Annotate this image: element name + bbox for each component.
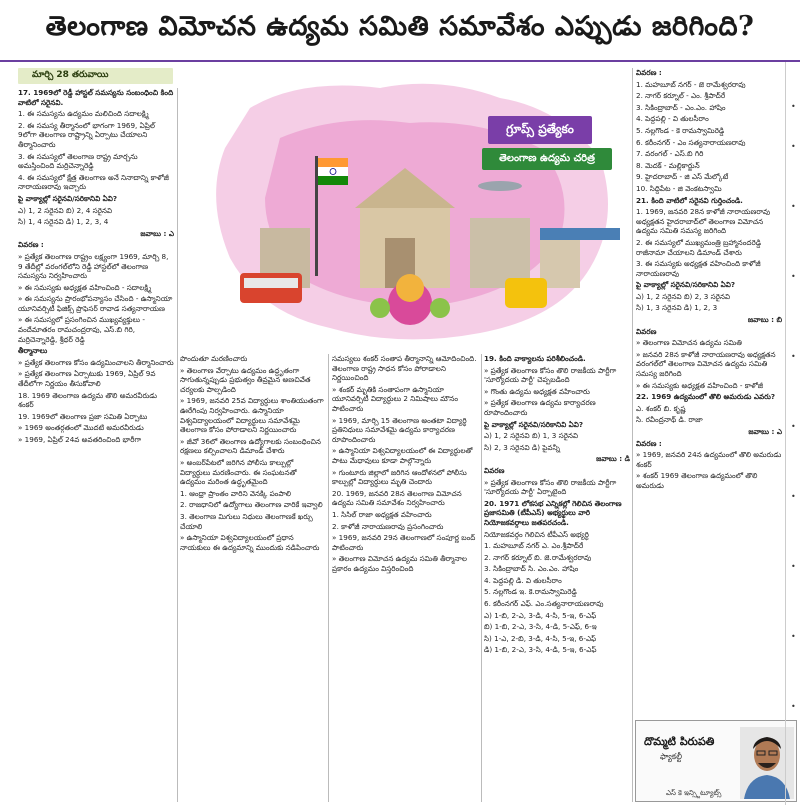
paragraph: 21. కింది వాటిలో సరైనవి గుర్తించండి. xyxy=(636,195,743,205)
cropped-adjacent-column xyxy=(785,62,800,805)
paragraph: 3. ఈ సమస్యకు అధ్యక్షత వహించింది కాళోజీ నారాయణరావు xyxy=(636,259,761,278)
paragraph: 6. కరీంనగర్ ఎఫ్. ఎం.సత్యనారాయణరావు xyxy=(484,599,604,609)
page-headline: తెలంగాణ విమోచన ఉద్యమ సమితి సమావేశం ఎప్పుడు జరిగింది? xyxy=(0,0,800,62)
paragraph: 18. 1969 తెలంగాణ ఉద్యమ తొలి అమరవీరుడు శంకర్ xyxy=(18,390,158,410)
paragraph: ఎ) 1, 2 సరైనవి బి) 2, 3 సరైనవి xyxy=(636,291,731,301)
movement-history-tag: తెలంగాణ ఉద్యమ చరిత్ర xyxy=(482,148,612,170)
paragraph: వివరణ xyxy=(484,465,505,475)
bullet-mark: • xyxy=(791,632,796,641)
paragraph: 4. ఈ సమస్యలో క్షేత్ర తెలంగాణ అనే నినాదాన్ని కాళోజీ నారాయణరావు ఇచ్చారు xyxy=(18,172,169,192)
paragraph: 20. 1969, జనవరి 28న తెలంగాణ విమోచన ఉద్యమ సమితి సమావేశం నిర్వహించారు xyxy=(332,488,462,508)
paragraph: వివరణ : xyxy=(636,438,662,448)
bullet-mark: • xyxy=(791,422,796,431)
paragraph: నియోజకవర్గం గెలిచిన టీపీఎస్ అభ్యర్థి xyxy=(484,529,589,539)
paragraph: 8. మెదక్ - మల్లికార్జున్ xyxy=(636,160,700,170)
paragraph: 1. మహబూబ్ నగర్ - జె రామేశ్వరరావు xyxy=(636,79,746,89)
paragraph: » 1969, జనవరి 29న తెలంగాణలో సంపూర్ణ బంద్ పాటించారు xyxy=(332,533,476,552)
paragraph: 4. పెద్దపల్లి డి. వి తులసీరాం xyxy=(484,575,562,585)
paragraph: » ప్రత్యేక తెలంగాణ కోసం తొలి రాజకీయ పార్టీగా 'సూర్యోదయ పార్టీ' ఏర్పాటైంది xyxy=(484,477,617,497)
paragraph: సి) 1-ఎ, 2-బి, 3-డి, 4-సి, 5-ఇ, 6-ఎఫ్ xyxy=(484,633,597,643)
paragraph: » తెలంగాణ విమోచన ఉద్యమ సమితి తీర్మానాల ప్రకారం ఉద్యమం విస్తరించింది xyxy=(332,554,467,573)
bullet-mark: • xyxy=(791,272,796,281)
paragraph: 10. సిద్దిపేట - జి వెంకటస్వామి xyxy=(636,183,722,193)
paragraph: 1. 1969, జనవరి 28న కాళోజీ నారాయణరావు అధ్యక్షతన హైదరాబాద్‌లో తెలంగాణ విమోచన ఉద్యమ సమితి సమస్య జరిగింది xyxy=(636,207,771,236)
paragraph: » ఉస్మానియా విశ్వవిద్యాలయంలో ఈ విద్యార్థులతో పాటు మేధావులు కూడా పాల్గొన్నారు xyxy=(332,446,473,465)
paragraph: » ప్రత్యేక తెలంగాణ ఏర్పాటుకు 1969, ఏప్రిల్ 9వ తేదీలోగా నిర్ణయం తీసుకోవాలి xyxy=(18,369,156,389)
paragraph: » అంబర్‌పేటలో జరిగిన పోలీసు కాల్పుల్లో విద్యార్థులు మరణించారు. ఈ సంఘటనతో ఉద్యమం మరింత ఉద్ధృతమైంది xyxy=(180,457,297,487)
paragraph: » 1969 అంతర్గతంలో మొదటి అమరవీరుడు xyxy=(18,423,144,433)
column-4 xyxy=(484,354,630,802)
bullet-mark: • xyxy=(791,142,796,151)
groups-special-tag: గ్రూప్స్ ప్రత్యేకం xyxy=(488,116,592,144)
column-divider xyxy=(328,354,329,802)
paragraph: బి) 1-బి, 2-ఎ, 3-సి, 4-డి, 5-ఎఫ్, 6-ఇ xyxy=(484,622,597,632)
paragraph: » ప్రత్యేక తెలంగాణ ఉద్యమ కార్యాచరణ రూపొందించారు xyxy=(484,398,596,417)
paragraph: 5. నల్లగొండ ఇ. కె.రామస్వామిరెడ్డి xyxy=(484,587,577,597)
paragraph: 3. సికింద్రాబాద్ సి. ఎం.ఎం. హాషిం xyxy=(484,564,579,574)
paragraph: 2. ఈ సమస్య తీర్మానంలో భాగంగా 1969, ఏప్రిల్ 9లోగా తెలంగాణ రాష్ట్రాన్ని ఏర్పాటు చేయాలని తీర్మానించారు xyxy=(18,120,155,149)
paragraph: 1. ఆంధ్రా ప్రాంతం వారిని వెనక్కి పంపాలి xyxy=(180,488,292,498)
paragraph: 22. 1969 ఉద్యమంలో తొలి అమరుడు ఎవరు? xyxy=(636,392,776,402)
paragraph: పొందుతూ మరణించారు xyxy=(180,354,248,363)
paragraph: 20. 1971 లోకసభ ఎన్నికల్లో గెలిచిన తెలంగాణ ప్రజాసమితి (టీపీఎస్) అభ్యర్థులు వారి నియోజకవర్గాలు జతపరచండి. xyxy=(484,498,622,527)
paragraph: » 1969, జనవరి 24న ఉద్యమంలో తొలి అమరుడు శంకర్ xyxy=(636,450,782,469)
column-divider xyxy=(177,88,178,802)
column-5 xyxy=(636,68,782,716)
bullet-mark: • xyxy=(791,702,796,711)
paragraph: ఎ) 1-బి, 2-ఎ, 3-డి, 4-సి, 5-ఇ, 6-ఎఫ్ xyxy=(484,610,597,620)
paragraph: » ఈ సమస్యలో ప్రసంగించిన ముఖ్యవ్యక్తులు - వందేమాతరం రామచంద్రరావు, ఎస్.బి గిరి, మర్రిచెన్నారెడ్డి, శ్రీధర్ రెడ్డి xyxy=(18,315,145,344)
paragraph: సమస్యలు శంకర్ సంతాప తీర్మానాన్ని ఆమోదించింది. తెలంగాణ రాష్ట్ర సాధన కోసం పోరాడాలని నిర్ణయించింది xyxy=(332,354,477,383)
paragraph: » ప్రత్యేక తెలంగాణ కోసం తొలి రాజకీయ పార్టీగా 'సూర్యోదయ పార్టీ' చెప్పబడింది xyxy=(484,365,617,385)
paragraph: » శంకర్ మృతికి సంతాపంగా ఉస్మానియా యూనివర్సిటీ విద్యార్థులు 2 నిమిషాలు మౌనం పాటించారు xyxy=(332,384,459,413)
paragraph: 3. తెలంగాణ మిగులు నిధులు తెలంగాణకే ఖర్చు చేయాలి xyxy=(180,511,313,531)
paragraph: వివరణ xyxy=(636,326,657,336)
author-box xyxy=(635,720,797,802)
paragraph: » 1969, మార్చి 15 తెలంగాణ అంతటా విద్యార్థి ప్రతినిధులు సమావేశమై ఉద్యమ కార్యాచరణ రూపొందించారు xyxy=(332,415,467,444)
paragraph: » 1969, ఏప్రిల్ 24వ అవతరించింది భారీగా xyxy=(18,435,142,444)
paragraph: 2. రాజధానిలో ఉద్యోగాలు తెలంగాణ వారికే ఇవ్వాలి xyxy=(180,500,323,510)
paragraph: జవాబు : ఎ xyxy=(140,228,174,238)
paragraph: » గొంతు ఉద్యమ అధ్యక్షత వహించారు xyxy=(484,386,590,396)
author-role: ఫ్యాకల్టీ xyxy=(660,752,682,761)
paragraph: 2. కాళోజీ నారాయణరావు ప్రసంగించారు xyxy=(332,521,444,531)
paragraph: 1. ఈ సమస్యను ఉద్యమం మలిచింది సదాలక్ష్మి xyxy=(18,109,149,119)
paragraph: » ప్రత్యేక తెలంగాణ రాష్ట్రం లక్ష్యంగా 1969, మార్చి 8, 9 తేదీల్లో వరంగల్‌లోని రెడ్డీ హాస్టల్‌లో తెలంగాణ సమస్యను నిర్వహించారు xyxy=(18,251,169,281)
paragraph: » శంకర్ 1969 తెలంగాణ ఉద్యమంలో తొలి అమరుడు xyxy=(636,471,758,490)
paragraph: వివరణ : xyxy=(636,68,662,77)
paragraph: » ఉస్మానియా విశ్వవిద్యాలయంలో ప్రధాన నాయకులు ఈ ఉద్యమాన్ని ముందుకు నడిపించారు xyxy=(180,533,320,552)
column-divider xyxy=(481,354,482,802)
paragraph: వివరణ : xyxy=(18,240,44,250)
paragraph: » జనవరి 28న కాళోజీ నారాయణరావు అధ్యక్షతన వరంగల్‌లో తెలంగాణ విమోచన ఉద్యమ సమితి సమస్య జరిగింది xyxy=(636,349,776,379)
paragraph: సి. రవీంద్రనాథ్ డి. రాజా xyxy=(636,415,703,425)
column-divider xyxy=(632,68,633,802)
paragraph: ఎ) 1, 2 సరైనవి బి) 2, 4 సరైనవి xyxy=(18,205,113,215)
paragraph: 2. నాగర్ కర్నూల్ బి. జె.రామేశ్వరరావు xyxy=(484,552,592,562)
paragraph: » 1969, జనవరి 25వ విద్యార్థులు శాంతియుతంగా ఊరేగింపు నిర్వహించారు. ఉస్మానియా విశ్వవిద్యాలయంలో విద్యార్థులు సమావేశమై తెలంగాణ కోసం పోరాడాలని నిర్ణయించారు xyxy=(180,396,324,435)
column-1 xyxy=(18,88,174,802)
paragraph: డి) 1-బి, 2-ఎ, 3-సి, 4-డి, 5-ఇ, 6-ఎఫ్ xyxy=(484,645,597,655)
paragraph: » తెలంగాణ విమోచన ఉద్యమ సమితి xyxy=(636,338,742,348)
paragraph: తీర్మానాలు xyxy=(18,346,48,356)
paragraph: » ఈ సమస్యకు అధ్యక్షత వహించింది - కాళోజీ xyxy=(636,380,764,390)
paragraph: 17. 1969లో రెడ్డీ హాస్టల్ సమస్యను సంబంధించి కింది వాటిలో సరైనవి. xyxy=(18,88,174,107)
paragraph: » ఈ సమస్యకు అధ్యక్షత వహించింది - సదాలక్ష్మి xyxy=(18,282,152,292)
paragraph: పై వాక్యాల్లో సరైనవి/సరికానివి ఏవి? xyxy=(18,193,118,203)
paragraph: ఎ. శంకర్ బి. కృష్ణ xyxy=(636,403,686,413)
paragraph: జవాబు : బి xyxy=(747,315,782,325)
bullet-mark: • xyxy=(791,492,796,501)
paragraph: సి) 1, 4 సరైనవి డి) 1, 2, 3, 4 xyxy=(18,217,109,227)
paragraph: ఎ) 1, 2 సరైనవి బి) 1, 3 సరైనవి xyxy=(484,431,579,441)
column-2 xyxy=(180,354,324,802)
paragraph: » గుంటూరు జిల్లాలో జరిగిన ఆందోళనలో పోలీసు కాల్పుల్లో విద్యార్థులు మృతి చెందారు xyxy=(332,467,467,487)
paragraph: జవాబు : ఎ xyxy=(748,427,782,436)
continuation-banner: మార్చి 28 తరువాయి xyxy=(18,68,173,84)
paragraph: 3. సికింద్రాబాద్ - ఎం.ఎం. హాషిం xyxy=(636,102,726,112)
paragraph: సి) 1, 3 సరైనవి డి) 1, 2, 3 xyxy=(636,303,718,313)
paragraph: 19. 1969లో తెలంగాణ ప్రజా సమితి ఏర్పాటు xyxy=(18,411,148,421)
paragraph: » జీవో 36లో తెలంగాణ ఉద్యోగాలకు సంబంధించిన రక్షణలు కల్పించాలని డిమాండ్ చేశారు xyxy=(180,436,321,456)
bullet-mark: • xyxy=(791,202,796,211)
paragraph: పై వాక్యాల్లో సరైనవి/సరికానివి ఏవి? xyxy=(484,419,584,429)
column-3 xyxy=(332,354,478,802)
paragraph: » ఈ సమస్యను ప్రారంభోపన్యాసం చేసింది - ఉస్మానియా యూనివర్సిటీ ఫిజిక్స్ ప్రొఫెసర్ రావాడ సత్యనారాయణ xyxy=(18,294,173,313)
paragraph: 4. పెద్దపల్లి - వి తులసీరాం xyxy=(636,114,709,124)
author-institution: ఎస్ కె ఇన్స్టిట్యూట్స్ xyxy=(666,789,722,797)
paragraph: 9. హైదరాబాద్ - జి ఎస్ మేల్కోటే xyxy=(636,172,729,182)
bullet-mark: • xyxy=(791,102,796,111)
paragraph: 2. ఈ సమస్యలో ముఖ్యమంత్రి బ్రహ్మానందరెడ్డి రాజీనామా చేయాలని డిమాండ్ చేశారు xyxy=(636,237,762,257)
paragraph: 5. నల్లగొండ - కె రామస్వామిరెడ్డి xyxy=(636,125,725,135)
paragraph: » ప్రత్యేక తెలంగాణ కోసం ఉద్యమించాలని తీర్మానించారు xyxy=(18,357,174,367)
paragraph: 2. నాగర్ కర్నూల్ - ఎం. శ్రీపాద్‌రే xyxy=(636,91,726,101)
paragraph: » తెలంగాణ వేర్పాటు ఉద్యమం ఉద్ధృతంగా సాగుతున్నప్పుడు ప్రభుత్వం తీవ్రమైన అణచివేత చర్యలకు పాల్పడింది xyxy=(180,365,311,394)
paragraph: సి) 2, 3 సరైనవి డి) పైవన్నీ xyxy=(484,442,561,452)
paragraph: 1. మహబూబ్ నగర్ ఎ. ఎం.శ్రీపాద్‌రే xyxy=(484,541,584,551)
author-name: దొమ్మటి పిరుపతి xyxy=(644,735,715,748)
bullet-mark: • xyxy=(791,562,796,571)
paragraph: 1. సిసిల్ రాజా అధ్యక్షత వహించారు xyxy=(332,509,432,519)
paragraph: 3. ఈ సమస్యలో తెలంగాణ రాష్ట్ర మార్చను అమస్తించింది మర్రిచెన్నారెడ్డి xyxy=(18,151,138,171)
hero-illustration xyxy=(180,68,628,350)
paragraph: 19. కింది వాక్యాలను పరిశీలించండి. xyxy=(484,354,586,363)
paragraph: 6. కరీంనగర్ - ఎం సత్యనారాయణరావు xyxy=(636,137,746,147)
paragraph: పై వాక్యాల్లో సరైనవి/సరికానివి ఏవి? xyxy=(636,280,736,290)
paragraph: జవాబు : డి xyxy=(596,454,630,464)
bullet-mark: • xyxy=(791,352,796,361)
telangana-map-illustration xyxy=(180,68,628,350)
paragraph: 7. వరంగల్ - ఎస్.బి గిరి xyxy=(636,149,704,159)
